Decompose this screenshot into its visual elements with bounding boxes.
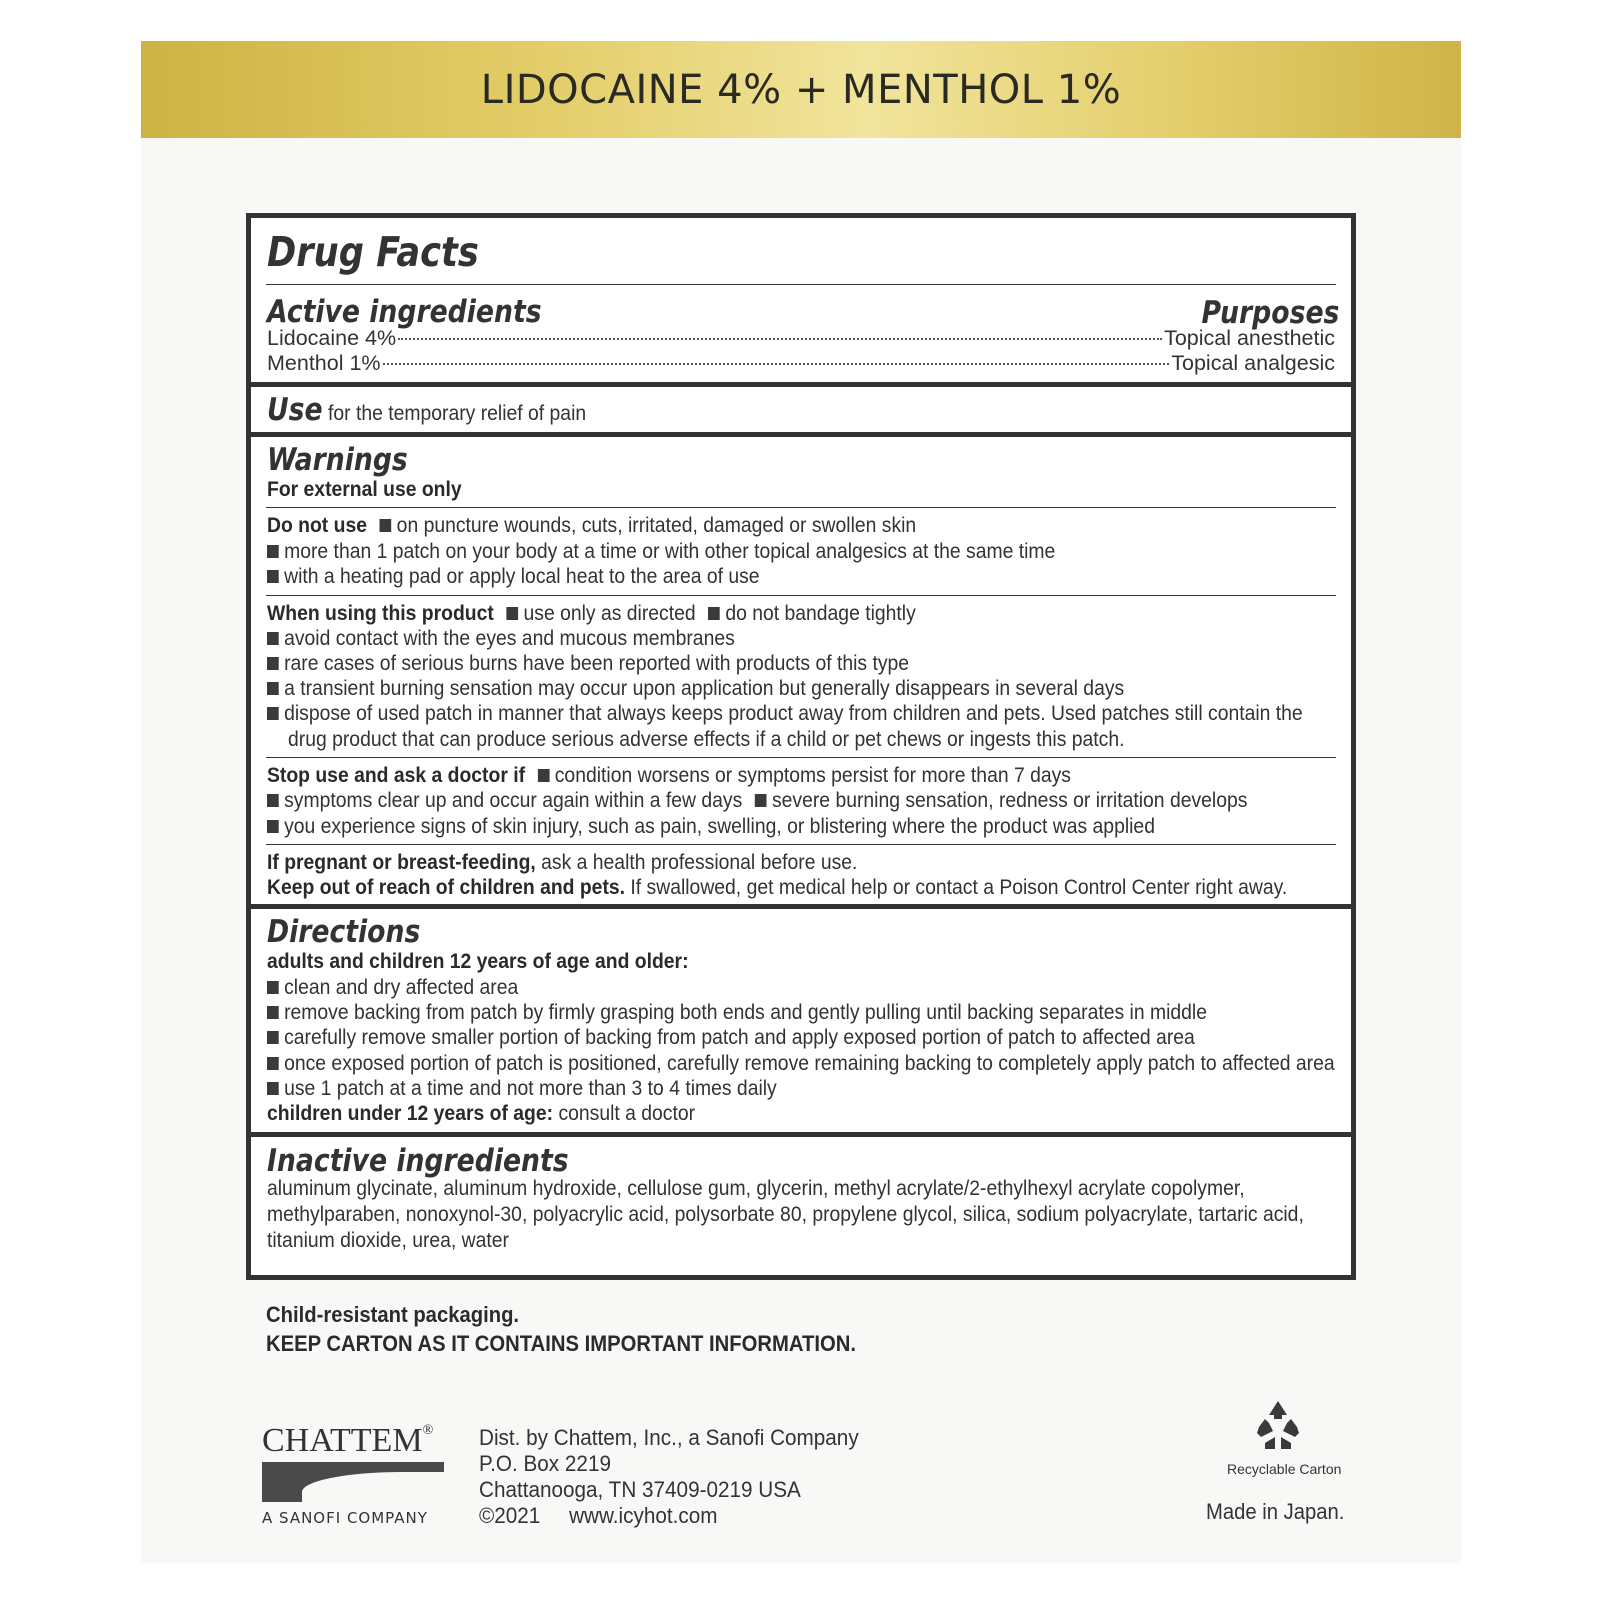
pregnant-text: ask a health professional before use.	[541, 850, 858, 874]
chattem-logo	[262, 1424, 462, 1527]
purposes-heading: Purposes	[1201, 295, 1339, 331]
bullet-icon	[267, 1031, 279, 1044]
dist-line: Dist. by Chattem, Inc., a Sanofi Company	[479, 1425, 859, 1450]
warning-line-continued: drug product that can produce serious adverse effects if a child or pet chews or ingests this patch.	[288, 727, 1125, 751]
section-divider	[251, 904, 1351, 909]
use-section	[267, 392, 614, 428]
dist-line	[479, 1503, 859, 1529]
child-resistant-note: Child-resistant packaging.	[266, 1302, 520, 1327]
direction-item: remove backing from patch by firmly grasping both ends and gently pulling until backing separates in middle	[284, 1000, 1207, 1024]
dot-leader	[383, 363, 1170, 365]
active-ingredient-row	[267, 326, 1335, 351]
drug-facts-title: Drug Facts	[267, 228, 479, 276]
warning-item: more than 1 patch on your body at a time or with other topical analgesics at the same time	[284, 539, 1056, 563]
use-heading: Use	[267, 392, 323, 428]
dot-leader	[398, 338, 1162, 340]
direction-line	[267, 999, 1207, 1025]
direction-line	[267, 1024, 1195, 1050]
banner-title: LIDOCAINE 4% + MENTHOL 1%	[480, 66, 1122, 113]
dist-line: P.O. Box 2219	[479, 1451, 611, 1476]
warning-item: dispose of used patch in manner that always keeps product away from children and pets. Used patches still contain the	[284, 701, 1303, 725]
warning-item: with a heating pad or apply local heat to the area of use	[284, 564, 760, 588]
bullet-icon	[755, 794, 767, 807]
section-divider	[251, 1132, 1351, 1137]
bullet-icon	[267, 545, 279, 558]
copyright: ©2021	[479, 1503, 541, 1528]
distributor-info	[479, 1425, 859, 1529]
divider	[266, 595, 1336, 596]
warning-item: a transient burning sensation may occur upon application but generally disappears in several days	[284, 676, 1125, 700]
warning-line	[267, 650, 909, 676]
logo-bar	[262, 1462, 444, 1502]
do-not-use-line	[267, 512, 916, 538]
drug-facts-panel	[246, 213, 1356, 1280]
inactive-line: aluminum glycinate, aluminum hydroxide, cellulose gum, glycerin, methyl acrylate/2-ethylhexyl acrylate copolymer,	[267, 1176, 1245, 1200]
pregnant-line	[267, 849, 857, 875]
logo-subtitle: A SANOFI COMPANY	[262, 1509, 428, 1527]
bullet-icon	[267, 1057, 279, 1070]
warning-line	[267, 813, 1155, 839]
bullet-icon	[267, 981, 279, 994]
active-ingredient-row	[267, 351, 1335, 376]
bullet-icon	[380, 519, 392, 532]
keep-out-line	[267, 874, 1287, 900]
section-divider	[251, 432, 1351, 437]
ingredient-purpose: Topical analgesic	[1171, 351, 1335, 375]
keep-out-label: Keep out of reach of children and pets.	[267, 875, 626, 899]
warning-item: do not bandage tightly	[725, 601, 916, 625]
header-banner	[141, 41, 1461, 138]
bullet-icon	[267, 707, 279, 720]
inactive-ingredients-heading: Inactive ingredients	[267, 1143, 569, 1179]
warning-line	[267, 538, 1055, 564]
keep-carton-note: KEEP CARTON AS IT CONTAINS IMPORTANT INFORMATION.	[266, 1331, 856, 1356]
adults-label: adults and children 12 years of age and older:	[267, 949, 689, 973]
bullet-icon	[267, 682, 279, 695]
recycle-label: Recyclable Carton	[1227, 1461, 1342, 1477]
warning-line	[267, 675, 1124, 701]
divider	[266, 507, 1336, 508]
direction-line	[267, 974, 518, 1000]
use-text: for the temporary relief of pain	[327, 401, 586, 425]
direction-item: carefully remove smaller portion of backing from patch and apply exposed portion of patch to affected area	[284, 1025, 1195, 1049]
dist-line: Chattanooga, TN 37409-0219 USA	[479, 1477, 801, 1502]
when-using-label: When using this product	[267, 601, 494, 625]
bullet-icon	[267, 1006, 279, 1019]
direction-item: use 1 patch at a time and not more than 3 to 4 times daily	[284, 1076, 777, 1100]
direction-line	[267, 1075, 777, 1101]
bullet-icon	[267, 570, 279, 583]
bullet-icon	[267, 820, 279, 833]
ingredient-purpose: Topical anesthetic	[1164, 326, 1335, 350]
warning-line	[267, 625, 735, 651]
bullet-icon	[267, 632, 279, 645]
bullet-icon	[267, 794, 279, 807]
warning-item: you experience signs of skin injury, such as pain, swelling, or blistering where the product was applied	[284, 814, 1155, 838]
warning-item: symptoms clear up and occur again within a few days	[284, 788, 743, 812]
warning-item: rare cases of serious burns have been reported with products of this type	[284, 651, 910, 675]
children-text: consult a doctor	[558, 1101, 696, 1125]
warning-line	[267, 700, 1303, 726]
direction-item: clean and dry affected area	[284, 975, 519, 999]
ingredient-name: Menthol 1%	[267, 351, 381, 375]
recycle-icon	[1251, 1397, 1305, 1451]
stop-use-line	[267, 762, 1071, 788]
bullet-icon	[538, 769, 550, 782]
children-line	[267, 1100, 695, 1126]
bullet-icon	[708, 607, 720, 620]
keep-out-text: If swallowed, get medical help or contact a Poison Control Center right away.	[630, 875, 1288, 899]
made-in-text: Made in Japan.	[1206, 1499, 1345, 1524]
bullet-icon	[506, 607, 518, 620]
website-link: www.icyhot.com	[569, 1503, 718, 1528]
bullet-icon	[267, 1082, 279, 1095]
external-use-text: For external use only	[267, 477, 462, 501]
divider	[266, 757, 1336, 758]
warning-line	[267, 787, 1247, 813]
warning-line	[267, 563, 760, 589]
when-using-line	[267, 600, 916, 626]
divider	[266, 844, 1336, 845]
pregnant-label: If pregnant or breast-feeding,	[267, 850, 536, 874]
warning-item: on puncture wounds, cuts, irritated, damaged or swollen skin	[396, 513, 917, 537]
logo-wordmark: CHATTEM®	[262, 1422, 434, 1459]
direction-item: once exposed portion of patch is positioned, carefully remove remaining backing to completely apply patch to affected area	[284, 1051, 1335, 1075]
section-divider	[251, 382, 1351, 387]
direction-line	[267, 1050, 1335, 1076]
ingredient-name: Lidocaine 4%	[267, 326, 397, 350]
divider	[266, 284, 1336, 285]
bullet-icon	[267, 657, 279, 670]
children-label: children under 12 years of age:	[267, 1101, 554, 1125]
warning-item: avoid contact with the eyes and mucous membranes	[284, 626, 735, 650]
inactive-line: titanium dioxide, urea, water	[267, 1228, 510, 1252]
warnings-heading: Warnings	[267, 442, 408, 478]
directions-heading: Directions	[267, 914, 421, 950]
warning-item: severe burning sensation, redness or irritation develops	[771, 788, 1248, 812]
stop-use-label: Stop use and ask a doctor if	[267, 763, 526, 787]
warning-item: condition worsens or symptoms persist for more than 7 days	[554, 763, 1071, 787]
inactive-line: methylparaben, nonoxynol-30, polyacrylic acid, polysorbate 80, propylene glycol, silica, sodium polyacrylate, tartaric acid,	[267, 1202, 1304, 1226]
do-not-use-label: Do not use	[267, 513, 367, 537]
active-ingredients-heading: Active ingredients	[267, 294, 542, 330]
warning-item: use only as directed	[523, 601, 696, 625]
